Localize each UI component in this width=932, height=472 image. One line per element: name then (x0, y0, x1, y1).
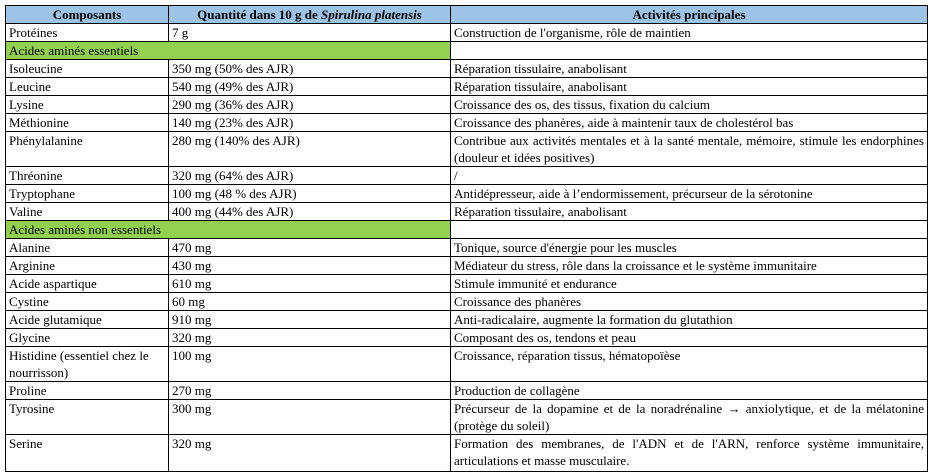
table-row (6, 185, 928, 203)
activity-cell: Précurseur de la dopamine et de la noradrénaline → anxiolytique, et de la mélatonine (protège du soleil) (451, 400, 928, 435)
table-row (6, 203, 928, 221)
section-empty-cell (451, 42, 928, 60)
activity-cell: Formation des membranes, de l'ADN et de l'ARN, renforce système immunitaire, articulations et masse musculaire. (451, 435, 928, 472)
quantity-cell: 290 mg (36% des AJR) (169, 96, 451, 114)
component-cell: Méthionine (6, 114, 169, 132)
component-cell: Lysine (6, 96, 169, 114)
activity-cell: Réparation tissulaire, anabolisant (451, 78, 928, 96)
component-cell: Acide aspartique (6, 275, 169, 293)
component-cell: Leucine (6, 78, 169, 96)
component-cell: Histidine (essentiel chez le nourrisson) (6, 347, 169, 382)
quantity-cell: 910 mg (169, 311, 451, 329)
activity-cell: Anti-radicalaire, augmente la formation du glutathion (451, 311, 928, 329)
header-activites: Activités principales (451, 6, 928, 24)
component-cell: Alanine (6, 239, 169, 257)
component-cell: Tryptophane (6, 185, 169, 203)
table-row (6, 132, 928, 167)
quantity-cell: 540 mg (49% des AJR) (169, 78, 451, 96)
activity-cell: Contribue aux activités mentales et à la santé mentale, mémoire, stimule les endorphines (douleur et idées positives) (451, 132, 928, 167)
header-composants: Composants (6, 6, 169, 24)
component-cell: Phénylalanine (6, 132, 169, 167)
activity-cell: Antidépresseur, aide à l’endormissement, précurseur de la sérotonine (451, 185, 928, 203)
component-cell: Isoleucine (6, 60, 169, 78)
header-quantite: Quantité dans 10 g de Spirulina platensis (169, 6, 451, 24)
activity-cell: / (451, 167, 928, 185)
component-cell: Protéines (6, 24, 169, 42)
activity-cell: Croissance, réparation tissus, hématopoïèse (451, 347, 928, 382)
section-empty-cell (451, 221, 928, 239)
component-cell: Glycine (6, 329, 169, 347)
table-row (6, 167, 928, 185)
table-row (6, 329, 928, 347)
activity-cell: Production de collagène (451, 382, 928, 400)
activity-cell: Croissance des os, des tissus, fixation du calcium (451, 96, 928, 114)
section-label: Acides aminés essentiels (6, 42, 451, 60)
quantity-cell: 100 mg (48 % des AJR) (169, 185, 451, 203)
quantity-cell: 430 mg (169, 257, 451, 275)
table-row (6, 400, 928, 435)
component-cell: Valine (6, 203, 169, 221)
table-row (6, 96, 928, 114)
activity-cell: Réparation tissulaire, anabolisant (451, 203, 928, 221)
section-row (6, 42, 928, 60)
quantity-cell: 280 mg (140% des AJR) (169, 132, 451, 167)
table-row (6, 24, 928, 42)
table-row (6, 382, 928, 400)
quantity-cell: 140 mg (23% des AJR) (169, 114, 451, 132)
quantity-cell: 350 mg (50% des AJR) (169, 60, 451, 78)
activity-cell: Composant des os, tendons et peau (451, 329, 928, 347)
table-row (6, 275, 928, 293)
component-cell: Proline (6, 382, 169, 400)
section-row (6, 221, 928, 239)
activity-cell: Réparation tissulaire, anabolisant (451, 60, 928, 78)
quantity-cell: 320 mg (169, 329, 451, 347)
component-cell: Tyrosine (6, 400, 169, 435)
quantity-cell: 610 mg (169, 275, 451, 293)
quantity-cell: 300 mg (169, 400, 451, 435)
quantity-cell: 320 mg (169, 435, 451, 472)
table-row (6, 114, 928, 132)
spirulina-composition-table (5, 5, 928, 472)
quantity-cell: 100 mg (169, 347, 451, 382)
table-body (6, 24, 928, 472)
quantity-cell: 60 mg (169, 293, 451, 311)
quantity-cell: 470 mg (169, 239, 451, 257)
table-row (6, 311, 928, 329)
activity-cell: Croissance des phanères, aide à maintenir taux de cholestérol bas (451, 114, 928, 132)
section-label: Acides aminés non essentiels (6, 221, 451, 239)
table-row (6, 239, 928, 257)
activity-cell: Tonique, source d'énergie pour les muscles (451, 239, 928, 257)
table-row (6, 293, 928, 311)
component-cell: Thréonine (6, 167, 169, 185)
quantity-cell: 400 mg (44% des AJR) (169, 203, 451, 221)
activity-cell: Croissance des phanères (451, 293, 928, 311)
table-row (6, 435, 928, 472)
table-row (6, 60, 928, 78)
component-cell: Serine (6, 435, 169, 472)
component-cell: Acide glutamique (6, 311, 169, 329)
activity-cell: Stimule immunité et endurance (451, 275, 928, 293)
quantity-cell: 270 mg (169, 382, 451, 400)
quantity-cell: 7 g (169, 24, 451, 42)
component-cell: Cystine (6, 293, 169, 311)
quantity-cell: 320 mg (64% des AJR) (169, 167, 451, 185)
table-row (6, 257, 928, 275)
table-row (6, 347, 928, 382)
component-cell: Arginine (6, 257, 169, 275)
activity-cell: Construction de l'organisme, rôle de maintien (451, 24, 928, 42)
activity-cell: Médiateur du stress, rôle dans la croissance et le système immunitaire (451, 257, 928, 275)
table-row (6, 78, 928, 96)
